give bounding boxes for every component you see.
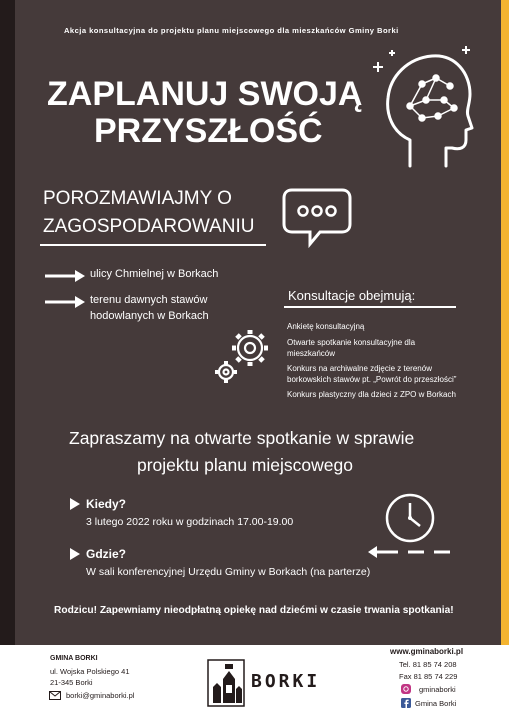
instagram-icon[interactable] xyxy=(401,684,411,694)
footer-instagram[interactable]: gminaborki xyxy=(419,685,456,694)
consult-item-4: Konkurs plastyczny dla dzieci z ZPO w Borkach xyxy=(287,390,456,399)
facebook-icon[interactable] xyxy=(401,698,411,708)
footer-logo-text: BORKI xyxy=(251,671,321,692)
footer-fax: Fax 81 85 74 229 xyxy=(399,672,458,681)
talk-underline xyxy=(40,244,266,246)
gears-icon xyxy=(210,326,280,388)
when-value: 3 lutego 2022 roku w godzinach 17.00-19.00 xyxy=(86,516,294,528)
arrow-left-icon xyxy=(368,546,458,558)
consult-item-3a: Konkurs na archiwalne zdjęcie z terenów xyxy=(287,364,432,373)
clock-icon xyxy=(384,492,436,544)
footer-email[interactable]: borki@gminaborki.pl xyxy=(66,691,135,700)
where-label: Gdzie? xyxy=(86,547,127,561)
borki-emblem-icon xyxy=(207,659,245,707)
play-triangle-icon xyxy=(70,498,80,510)
footer xyxy=(0,645,509,720)
consult-item-2b: mieszkańców xyxy=(287,349,336,358)
consult-item-2a: Otwarte spotkanie konsultacyjne dla xyxy=(287,338,416,347)
talk-heading-line1: POROZMAWIAJMY O xyxy=(43,188,232,209)
footer-city: 21-345 Borki xyxy=(50,678,93,687)
notice-text: Rodzicu! Zapewniamy nieodpłatną opiekę nad dziećmi w czasie trwania spotkania! xyxy=(54,605,454,616)
invite-line2: projektu planu miejscowego xyxy=(137,455,353,475)
left-stripe xyxy=(0,0,15,645)
talk-item-1: ulicy Chmielnej w Borkach xyxy=(90,268,219,280)
when-label: Kiedy? xyxy=(86,497,127,511)
envelope-icon xyxy=(49,691,61,700)
footer-facebook[interactable]: Gmina Borki xyxy=(415,699,457,708)
title-line2: PRZYSZŁOŚĆ xyxy=(94,112,323,150)
arrow-right-icon xyxy=(45,270,85,282)
title-line1: ZAPLANUJ SWOJĄ xyxy=(47,75,363,113)
arrow-right-icon xyxy=(45,296,85,308)
talk-heading-line2: ZAGOSPODAROWANIU xyxy=(43,216,255,237)
footer-street: ul. Wojska Polskiego 41 xyxy=(50,667,130,676)
invite-line1: Zapraszamy na otwarte spotkanie w sprawie xyxy=(69,428,415,448)
consult-item-3b: borkowskich stawów pt. „Powrót do przeszłości” xyxy=(287,375,457,384)
talk-item-2a: terenu dawnych stawów xyxy=(90,294,208,306)
play-triangle-icon xyxy=(70,548,80,560)
consult-item-1: Ankietę konsultacyjną xyxy=(287,322,365,331)
footer-tel: Tel. 81 85 74 208 xyxy=(399,660,457,669)
talk-item-2b: hodowlanych w Borkach xyxy=(90,310,209,322)
consult-heading: Konsultacje obejmują: xyxy=(288,288,416,303)
right-accent-stripe xyxy=(501,0,509,645)
footer-org: GMINA BORKI xyxy=(50,655,98,662)
head-brain-icon xyxy=(370,42,475,172)
footer-website[interactable]: www.gminaborki.pl xyxy=(390,647,464,656)
speech-bubble-icon xyxy=(282,188,352,248)
consult-underline xyxy=(284,306,456,308)
header-subtitle: Akcja konsultacyjna do projektu planu miejscowego dla mieszkańców Gminy Borki xyxy=(64,26,399,35)
where-value: W sali konferencyjnej Urzędu Gminy w Borkach (na parterze) xyxy=(86,566,371,578)
